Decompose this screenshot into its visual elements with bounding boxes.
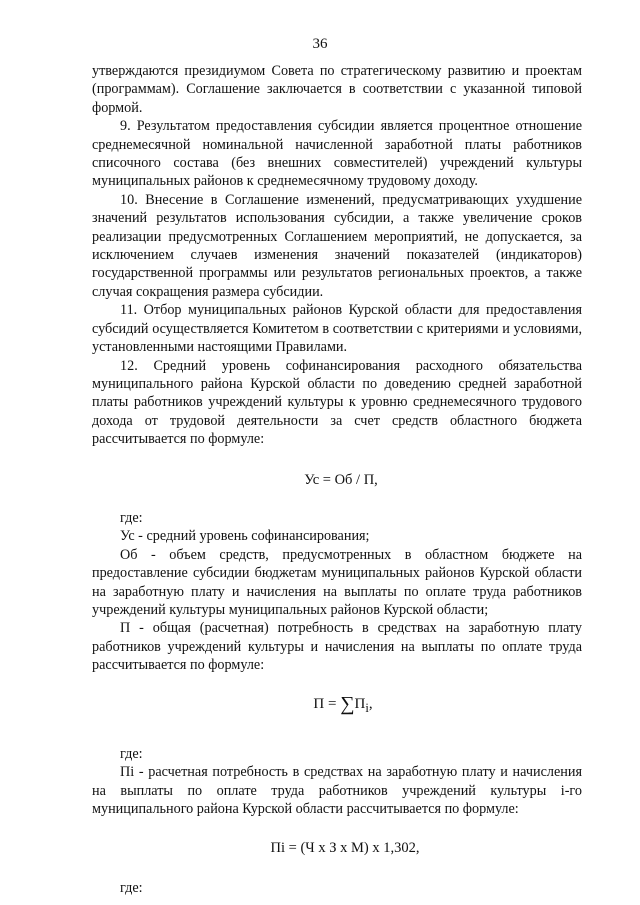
page-number: 36: [312, 36, 328, 52]
where-label-1: где:: [120, 509, 143, 526]
where-label-2: где:: [120, 746, 143, 762]
formula-p-left: П =: [313, 695, 341, 712]
formula-p-tail: ,: [368, 695, 373, 712]
definition-p: П - общая (расчетная) потребность в средствах на заработную плату работников учреждений культуры и начисления на выплаты по оплате труда рассчитывается по формуле:: [92, 620, 582, 674]
paragraph-intro: утверждаются президиумом Совета по стратегическому развитию и проектам (программам). Соглашение заключается в соответствии с указанной типовой формой.: [92, 63, 582, 116]
formula-p-right: П: [354, 695, 366, 712]
formula-pi: Пі = (Ч х З х М) х 1,302,: [270, 839, 420, 856]
formula-p-sum: [92, 692, 582, 717]
paragraph-12: 12. Средний уровень софинансирования расходного обязательства муниципального района Курской области по доведению средней заработной платы работников учреждений культуры к уровню среднемесячного трудового дохода от трудовой деятельности за счет средств областного бюджета рассчитывается по формуле:: [92, 357, 582, 448]
document-body: [92, 62, 582, 897]
paragraph-9: 9. Результатом предоставления субсидии является процентное отношение среднемесячной номинальной начисленной заработной платы работников списочного состава (без внешних совместителей) учреждений культуры муниципальных районов к среднемесячному трудовому доходу.: [92, 118, 582, 190]
paragraph-11: 11. Отбор муниципальных районов Курской области для предоставления субсидий осуществляется Комитетом в соответствии с критериями и условиями, установленными настоящими Правилами.: [92, 302, 582, 356]
definition-pi: Пі - расчетная потребность в средствах на заработную плату и начисления на выплаты по оплате труда работников учреждений культуры і-го муниципального района Курской области рассчитывается по формуле:: [92, 764, 582, 818]
paragraph-10: 10. Внесение в Соглашение изменений, предусматривающих ухудшение значений результатов использования субсидии, а также увеличение сроков реализации предусмотренных Соглашением мероприятий, не допускается, за исключением случаев изменения значений показателей (индикаторов) государственной программы или результатов региональных проектов, а также случая сокращения размера субсидии.: [92, 191, 582, 300]
where-label-3: где:: [120, 880, 143, 897]
sigma-symbol: ∑: [340, 692, 355, 715]
formula-us: Ус = Об / П,: [304, 471, 378, 488]
formula-p-subscript: i: [365, 700, 369, 715]
definition-us: Ус - средний уровень софинансирования;: [120, 528, 370, 545]
definition-ob: Об - объем средств, предусмотренных в областном бюджете на предоставление субсидии бюджетам муниципальных районов Курской области на заработную плату и начисления на выплаты по оплате труда работников учреждений культуры муниципальных районов Курской области;: [92, 546, 582, 618]
